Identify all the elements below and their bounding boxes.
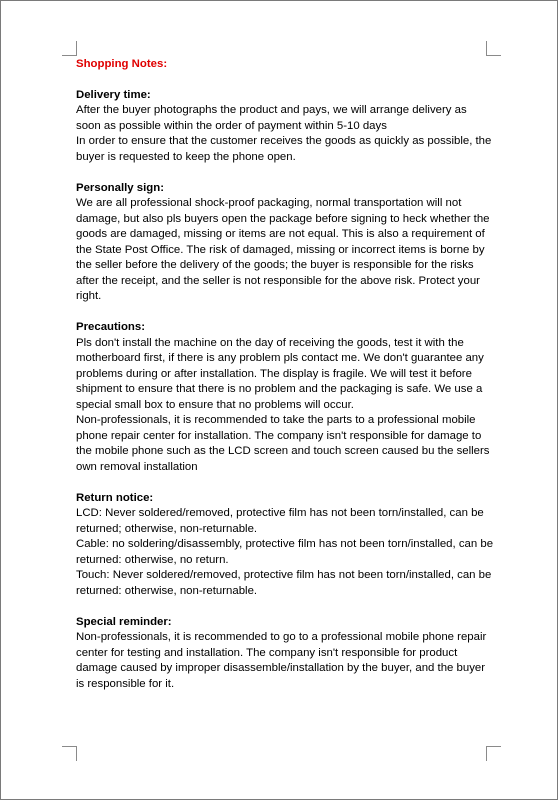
section-paragraph: Pls don't install the machine on the day of receiving the goods, test it with the motherboard first, if there is any problem pls contact me. We don't guarantee any problems during or after installation. The display is fragile. We will test it before shipment to ensure that there is no problem and the packaging is safe. We use a special small box to ensure that no problems will occur. <box>76 336 484 411</box>
section-precautions <box>76 320 494 475</box>
section-paragraph: Cable: no soldering/disassembly, protective film has not been torn/installed, can be returned: otherwise, no return. <box>76 538 494 566</box>
section-paragraph: After the buyer photographs the product and pays, we will arrange delivery as soon as possible within the order of payment within 5-10 days <box>76 104 467 132</box>
section-delivery-time <box>76 88 494 166</box>
section-return-notice <box>76 491 494 600</box>
section-paragraph: Touch: Never soldered/removed, protective film has not been torn/installed, can be returned: otherwise, non-returnable. <box>76 569 492 597</box>
margin-corner-mark-top-right <box>486 41 501 56</box>
document-body <box>76 57 494 708</box>
section-paragraph: In order to ensure that the customer receives the goods as quickly as possible, the buyer is requested to keep the phone open. <box>76 135 492 163</box>
section-personally-sign <box>76 181 494 305</box>
margin-corner-mark-bottom-left <box>62 746 77 761</box>
section-heading: Special reminder: <box>76 615 172 628</box>
section-paragraph: We are all professional shock-proof packaging, normal transportation will not damage, but also pls buyers open the package before signing to heck whether the goods are damaged, missing or items are not equal. This is also a requirement of the State Post Office. The risk of damaged, missing or incorrect items is borne by the seller before the delivery of the goods; the buyer is responsible for the risks after the receipt, and the seller is not responsible for the above risk. Protect your right. <box>76 197 490 302</box>
section-heading: Personally sign: <box>76 181 164 194</box>
section-paragraph: LCD: Never soldered/removed, protective film has not been torn/installed, can be returned; otherwise, non-returnable. <box>76 507 484 535</box>
section-heading: Return notice: <box>76 491 154 504</box>
margin-corner-mark-bottom-right <box>486 746 501 761</box>
section-heading: Delivery time: <box>76 88 151 101</box>
margin-corner-mark-top-left <box>62 41 77 56</box>
section-heading: Precautions: <box>76 321 145 333</box>
document-title: Shopping Notes: <box>76 58 168 70</box>
section-paragraph: Non-professionals, it is recommended to go to a professional mobile phone repair center for testing and installation. The company isn't responsible for product damage caused by improper disassemble/installation by the buyer, and the buyer is responsible for it. <box>76 631 487 690</box>
section-paragraph: Non-professionals, it is recommended to take the parts to a professional mobile phone repair center for installation. The company isn't responsible for damage to the mobile phone such as the LCD screen and touch screen caused bu the sellers own removal installation <box>76 414 490 473</box>
section-special-reminder <box>76 615 494 693</box>
